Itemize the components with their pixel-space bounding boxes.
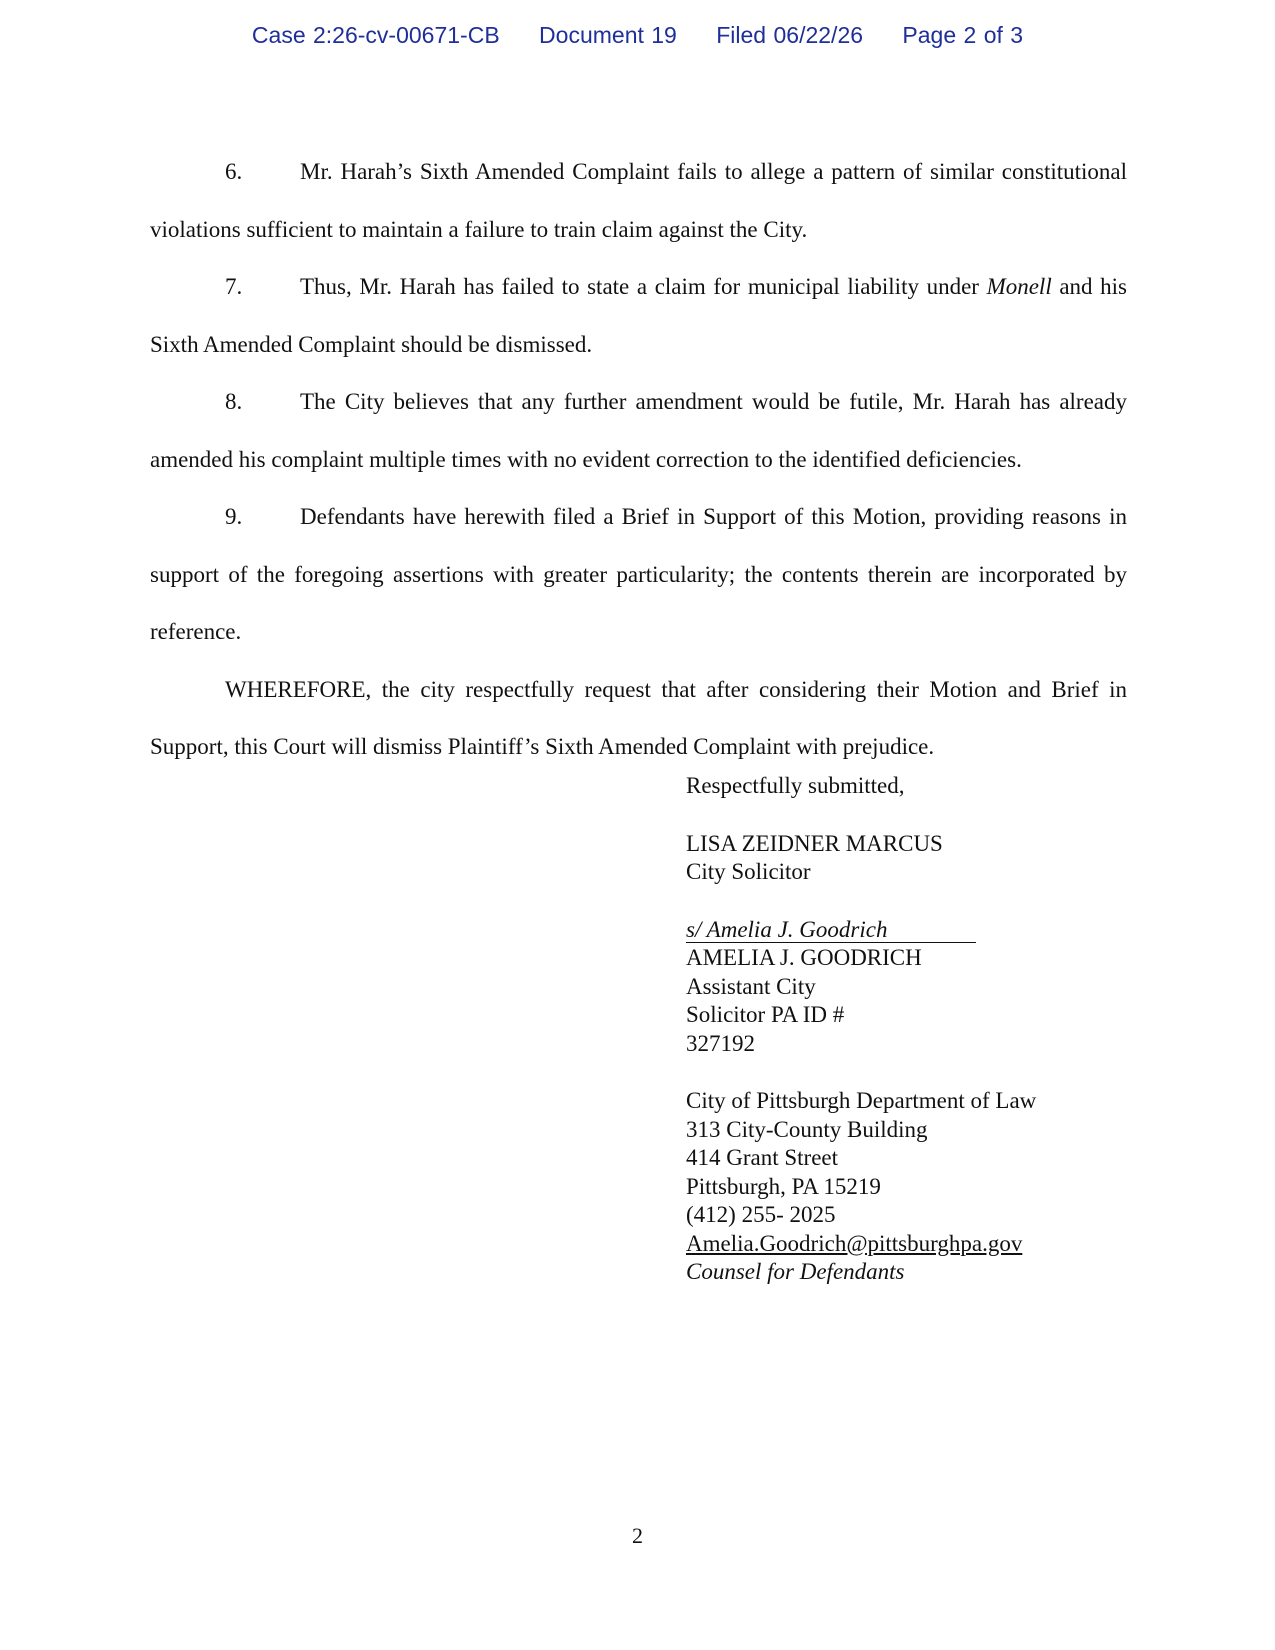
- address-line-1: 313 City-County Building: [686, 1116, 928, 1142]
- paragraph-text: Mr. Harah’s Sixth Amended Complaint fails to allege a pattern of similar constitutional violations sufficient to maintain a failure to train claim against the City.: [150, 159, 1127, 242]
- paragraph-number: 7.: [225, 274, 243, 299]
- ecf-header: [0, 22, 1275, 49]
- case-number: Case 2:26-cv-00671-CB: [251, 22, 500, 48]
- email-link[interactable]: Amelia.Goodrich@pittsburghpa.gov: [686, 1230, 1023, 1256]
- solicitor-name: LISA ZEIDNER MARCUS: [686, 830, 943, 856]
- electronic-signature: s/ Amelia J. Goodrich: [686, 917, 976, 943]
- wherefore-clause: WHEREFORE, the city respectfully request that after considering their Motion and Brief in Support, this Court will dismiss Plaintiff’s Sixth Amended Complaint with prejudice.: [150, 676, 1127, 759]
- paragraph-text: Defendants have herewith filed a Brief in Support of this Motion, providing reasons in support of the foregoing assertions with greater particularity; the contents therein are incorporated by reference.: [150, 504, 1127, 644]
- paragraph-number: 8.: [225, 389, 243, 414]
- attorney-title-line-1: Assistant City: [686, 973, 816, 999]
- counsel-role: Counsel for Defendants: [686, 1259, 905, 1284]
- paragraph-9: [150, 488, 1127, 661]
- address-line-3: Pittsburgh, PA 15219: [686, 1173, 881, 1199]
- case-citation-monell: Monell: [986, 274, 1052, 299]
- solicitor-title: City Solicitor: [686, 859, 811, 884]
- paragraph-text: Thus, Mr. Harah has failed to state a claim for municipal liability under: [300, 274, 987, 299]
- page-indicator: Page 2 of 3: [902, 22, 1024, 48]
- attorney-title-line-2: Solicitor PA ID #: [686, 1002, 845, 1027]
- filed-date: Filed 06/22/26: [716, 22, 864, 48]
- attorney-name: AMELIA J. GOODRICH: [686, 945, 922, 970]
- paragraph-6: [150, 143, 1127, 258]
- page-number: 2: [632, 1523, 643, 1548]
- paragraph-7: [150, 258, 1127, 373]
- phone-number: (412) 255- 2025: [686, 1202, 836, 1227]
- address-line-2: 414 Grant Street: [686, 1145, 839, 1170]
- paragraph-text: The City believes that any further amendment would be futile, Mr. Harah has already amended his complaint multiple times with no evident correction to the identified deficiencies.: [150, 389, 1127, 472]
- paragraph-number: 9.: [225, 504, 243, 529]
- paragraph-number: 6.: [225, 159, 243, 184]
- signature-block: [686, 772, 1126, 1316]
- paragraph-text: and his Sixth Amended Complaint should be dismissed.: [150, 274, 1127, 357]
- document-number: Document 19: [539, 22, 677, 48]
- attorney-id: 327192: [686, 1030, 755, 1056]
- motion-body: [150, 143, 1127, 776]
- paragraph-8: [150, 373, 1127, 488]
- closing: Respectfully submitted,: [686, 773, 905, 798]
- office-name: City of Pittsburgh Department of Law: [686, 1088, 1037, 1113]
